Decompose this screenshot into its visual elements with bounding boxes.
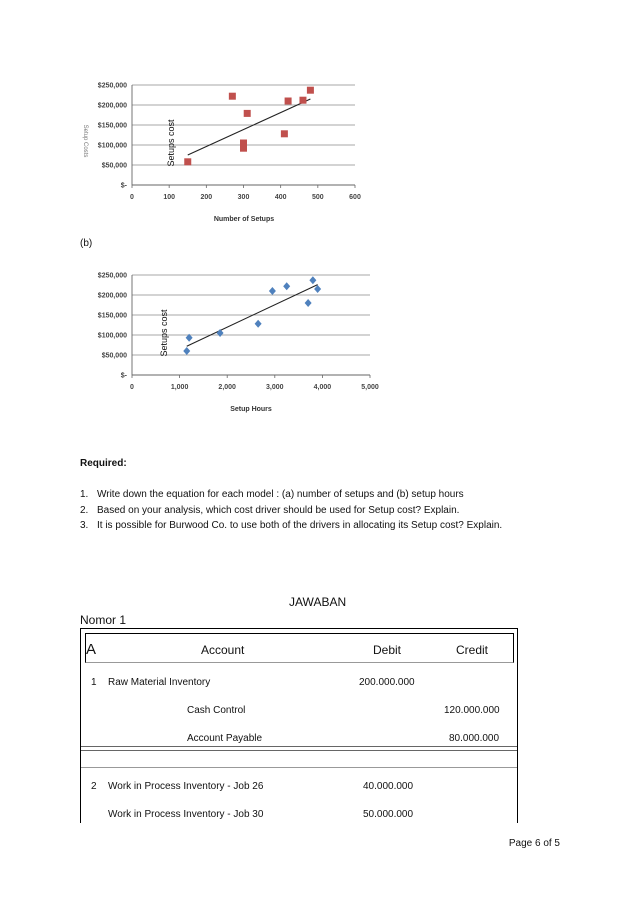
- y-tick-label: $-: [120, 372, 127, 380]
- row-number: 1: [91, 677, 97, 688]
- data-point: [281, 130, 288, 137]
- row-debit: 40.000.000: [363, 781, 414, 792]
- chart-setup-hours-svg: [70, 265, 380, 415]
- journal-header-row: [85, 633, 514, 663]
- question-text: Based on your analysis, which cost driver should be used for Setup cost? Explain.: [97, 504, 460, 516]
- row-divider: [81, 750, 517, 751]
- y-tick-label: $50,000: [101, 162, 127, 170]
- chart-setups-svg: [70, 75, 370, 225]
- x-axis-label: Number of Setups: [213, 216, 275, 223]
- answer-heading: JAWABAN: [289, 595, 347, 609]
- data-point: [229, 93, 236, 100]
- data-point: [299, 97, 306, 104]
- x-tick-label: 2,000: [218, 384, 236, 391]
- x-tick-label: 200: [200, 194, 213, 201]
- row-account: Work in Process Inventory - Job 30: [108, 809, 264, 820]
- question-text: It is possible for Burwood Co. to use both of the drivers in allocating its Setup cost? Explain.: [97, 520, 503, 531]
- page-number: Page 6 of 5: [508, 838, 560, 849]
- y-axis-faded-label: Setup Costs: [82, 124, 88, 158]
- data-point: [309, 276, 316, 284]
- x-tick-label: 0: [130, 194, 134, 201]
- x-tick-label: 100: [163, 194, 176, 201]
- x-tick-label: 500: [311, 194, 324, 201]
- y-tick-label: $150,000: [97, 312, 127, 320]
- question-text: Write down the equation for each model : (a) number of setups and (b) setup hours: [97, 489, 464, 500]
- list-item: [80, 518, 502, 534]
- number-heading: Nomor 1: [80, 613, 127, 627]
- x-tick-label: 300: [237, 194, 250, 201]
- y-tick-label: $100,000: [97, 142, 127, 150]
- row-debit: 50.000.000: [363, 809, 414, 820]
- list-item: [80, 503, 502, 519]
- data-point: [285, 98, 292, 105]
- y-tick-label: $150,000: [97, 122, 127, 130]
- question-number: 2.: [80, 504, 89, 516]
- chart-b-label: (b): [80, 238, 93, 249]
- journal-table: [80, 628, 518, 823]
- row-credit: 120.000.000: [444, 705, 500, 716]
- data-point: [283, 282, 290, 290]
- row-debit: 200.000.000: [359, 677, 415, 688]
- x-tick-label: 0: [130, 384, 134, 391]
- x-axis-label: Setup Hours: [230, 406, 272, 413]
- y-tick-label: $250,000: [97, 272, 127, 280]
- x-tick-label: 400: [274, 194, 287, 201]
- row-account: Work in Process Inventory - Job 26: [108, 781, 264, 792]
- header-credit: Credit: [456, 643, 489, 657]
- list-item: [80, 487, 502, 503]
- row-account: Cash Control: [187, 705, 246, 716]
- data-point: [217, 329, 224, 337]
- row-account: Account Payable: [187, 733, 263, 744]
- row-divider: [81, 767, 517, 768]
- y-axis-label: Setups cost: [166, 119, 176, 167]
- data-point: [307, 87, 314, 94]
- header-account: Account: [201, 643, 245, 657]
- x-tick-label: 3,000: [266, 384, 284, 391]
- trendline: [187, 285, 318, 347]
- question-number: 1.: [80, 489, 89, 500]
- question-list: [80, 487, 502, 534]
- y-tick-label: $50,000: [101, 352, 127, 360]
- x-tick-label: 4,000: [313, 384, 332, 391]
- required-heading: Required:: [80, 458, 127, 469]
- question-number: 3.: [80, 520, 89, 531]
- data-point: [240, 140, 247, 147]
- chart-setup-hours: [70, 265, 380, 415]
- chart-setups: [70, 75, 370, 225]
- row-account: Raw Material Inventory: [108, 677, 211, 688]
- trendline: [188, 99, 311, 155]
- y-tick-label: $100,000: [97, 332, 127, 340]
- data-point: [184, 158, 191, 165]
- y-tick-label: $200,000: [97, 292, 127, 300]
- data-point: [269, 287, 276, 295]
- row-credit: 80.000.000: [449, 733, 500, 744]
- x-tick-label: 5,000: [361, 384, 379, 391]
- row-divider: [81, 746, 517, 747]
- row-number: 2: [91, 781, 97, 792]
- data-point: [305, 299, 312, 307]
- data-point: [255, 320, 262, 328]
- x-tick-label: 1,000: [170, 384, 189, 391]
- header-debit: Debit: [373, 643, 402, 657]
- y-tick-label: $-: [120, 182, 127, 190]
- y-tick-label: $200,000: [97, 102, 127, 110]
- y-axis-label: Setups cost: [159, 309, 169, 357]
- y-tick-label: $250,000: [97, 82, 127, 90]
- data-point: [244, 110, 251, 117]
- data-point: [183, 347, 190, 355]
- x-tick-label: 600: [349, 194, 361, 201]
- section-letter: A: [86, 641, 97, 658]
